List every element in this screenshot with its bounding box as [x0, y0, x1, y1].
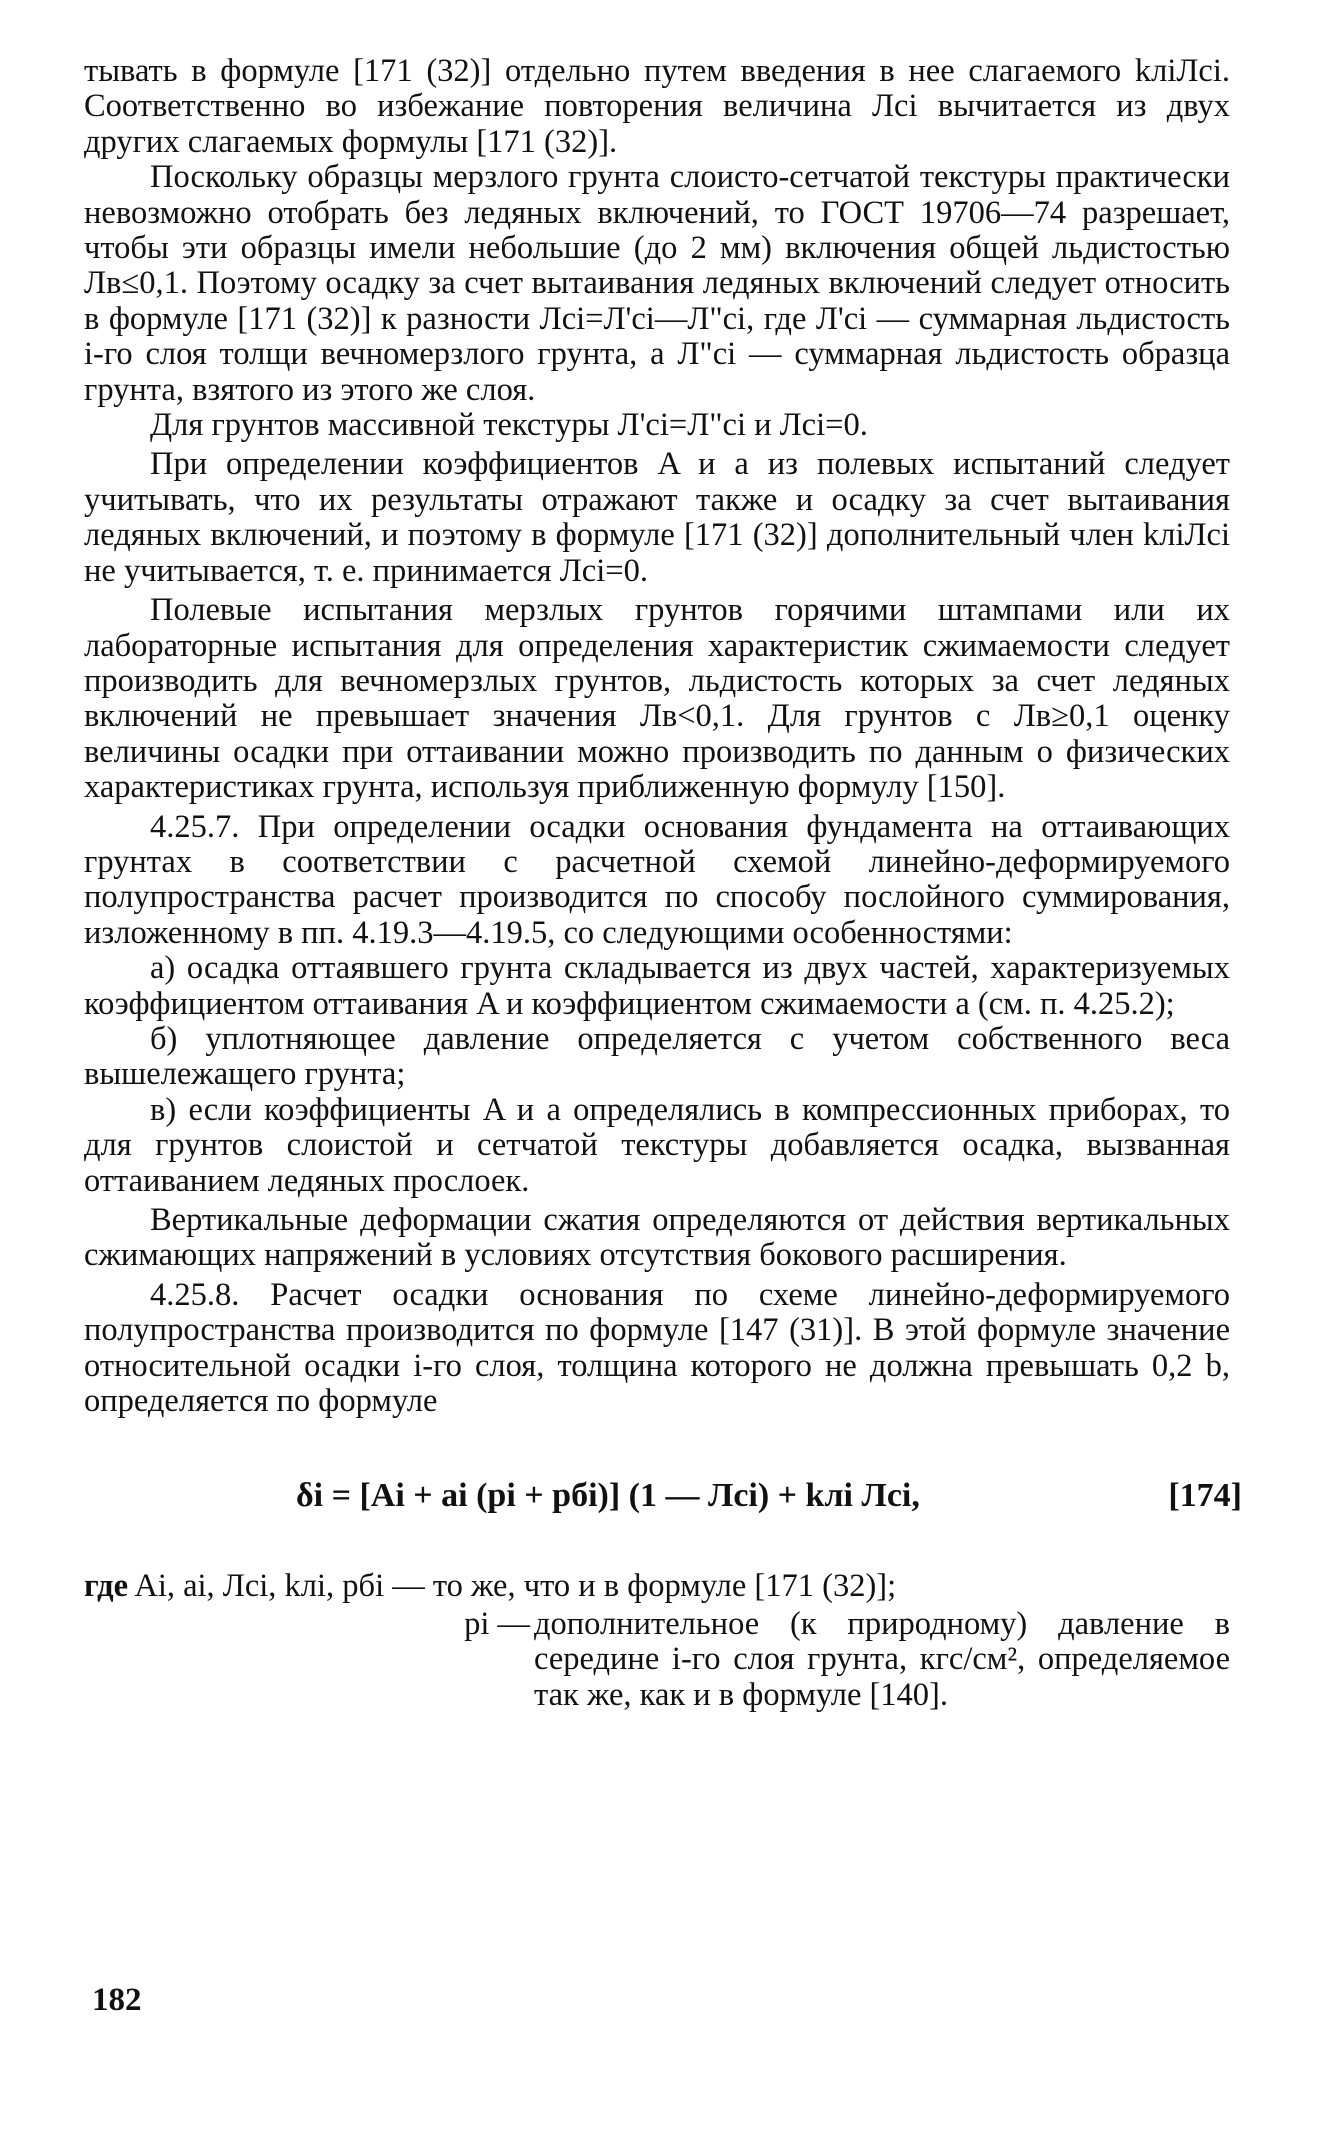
list-item-b: б) уплотняющее давление определяется с учетом собственного веса вышележащего грунта;: [84, 1020, 1230, 1093]
paragraph-4-25-8: 4.25.8. Расчет осадки основания по схеме линейно-деформируемого полупространства производится по формуле [147 (31)]. В этой формуле значение относительной осадки i-го слоя, толщина которого не должна превышать 0,2 b, определяется по формуле: [84, 1276, 1230, 1420]
paragraph-layered-texture: Поскольку образцы мерзлого грунта слоисто-сетчатой текстуры практически невозможно отобрать без ледяных включений, то ГОСТ 19706—74 разрешает, чтобы эти образцы имели небольшие (до 2 мм) включения общей льдистостью Лв≤0,1. Поэтому осадку за счет вытаивания ледяных включений следует относить в формуле [171 (32)] к разности Лci=Л'ci—Л"ci, где Л'ci — суммарная льдистость i-го слоя толщи вечномерзлого грунта, а Л"ci — суммарная льдистость образца грунта, взятого из этого же слоя.: [84, 159, 1230, 408]
where-row-1: [84, 1569, 1230, 1604]
page-number: 182: [92, 1982, 142, 2018]
where-block: [84, 1569, 1230, 1713]
formula-174: [84, 1477, 1242, 1521]
where-row-2: [84, 1607, 1230, 1713]
paragraph-vertical-deformations: Вертикальные деформации сжатия определяются от действия вертикальных сжимающих напряжений в условиях отсутствия бокового расширения.: [84, 1202, 1230, 1274]
body-text: [84, 54, 1230, 1419]
formula-number: [174]: [1168, 1477, 1242, 1515]
where-description-2: дополнительное (к природному) давление в середине i-го слоя грунта, кгс/см², определяемое так же, как и в формуле [140].: [534, 1605, 1230, 1713]
where-symbols-1: Ai, ai, Лci, kлi, pбi: [128, 1568, 385, 1605]
where-description-1: — то же, что и в формуле [171 (32)];: [384, 1568, 897, 1605]
formula-expression: δi = [Ai + ai (pi + pбi)] (1 — Лci) + kлi Лci,: [296, 1477, 920, 1515]
where-symbol-2: pi —: [464, 1605, 530, 1642]
paragraph-4-25-7: 4.25.7. При определении осадки основания фундамента на оттаивающих грунтах в соответствии с расчетной схемой линейно-деформируемого полупространства расчет производится по способу послойного суммирования, изложенному в пп. 4.19.3—4.19.5, со следующими особенностями:: [84, 808, 1230, 951]
paragraph-field-tests: При определении коэффициентов A и a из полевых испытаний следует учитывать, что их результаты отражают также и осадку за счет вытаивания ледяных включений, и поэтому в формуле [171 (32)] дополнительный член kлiЛci не учитывается, т. е. принимается Лci=0.: [84, 446, 1230, 589]
list-item-a: а) осадка оттаявшего грунта складывается из двух частей, характеризуемых коэффициентом оттаивания A и коэффициентом сжимаемости a (см. п. 4.25.2);: [84, 950, 1230, 1022]
where-lead: где: [84, 1568, 129, 1605]
paragraph-massive-texture: Для грунтов массивной текстуры Л'ci=Л"ci и Лci=0.: [150, 407, 868, 444]
paragraph-continuation: тывать в формуле [171 (32)] отдельно путем введения в нее слагаемого kлiЛci. Соответственно во избежание повторения величина Лci вычитается из двух других слагаемых формулы [171 (32)].: [84, 53, 1230, 160]
list-item-v: в) если коэффициенты A и a определялись в компрессионных приборах, то для грунтов слоистой и сетчатой текстуры добавляется осадка, вызванная оттаиванием ледяных прослоек.: [84, 1091, 1230, 1199]
paragraph-hot-stamps: Полевые испытания мерзлых грунтов горячими штампами или их лабораторные испытания для определения характеристик сжимаемости следует производить для вечномерзлых грунтов, льдистость которых за счет ледяных включений не превышает значения Лв<0,1. Для грунтов с Лв≥0,1 оценку величины осадки при оттаивании можно производить по данным о физических характеристиках грунта, используя приближенную формулу [150].: [84, 592, 1230, 806]
